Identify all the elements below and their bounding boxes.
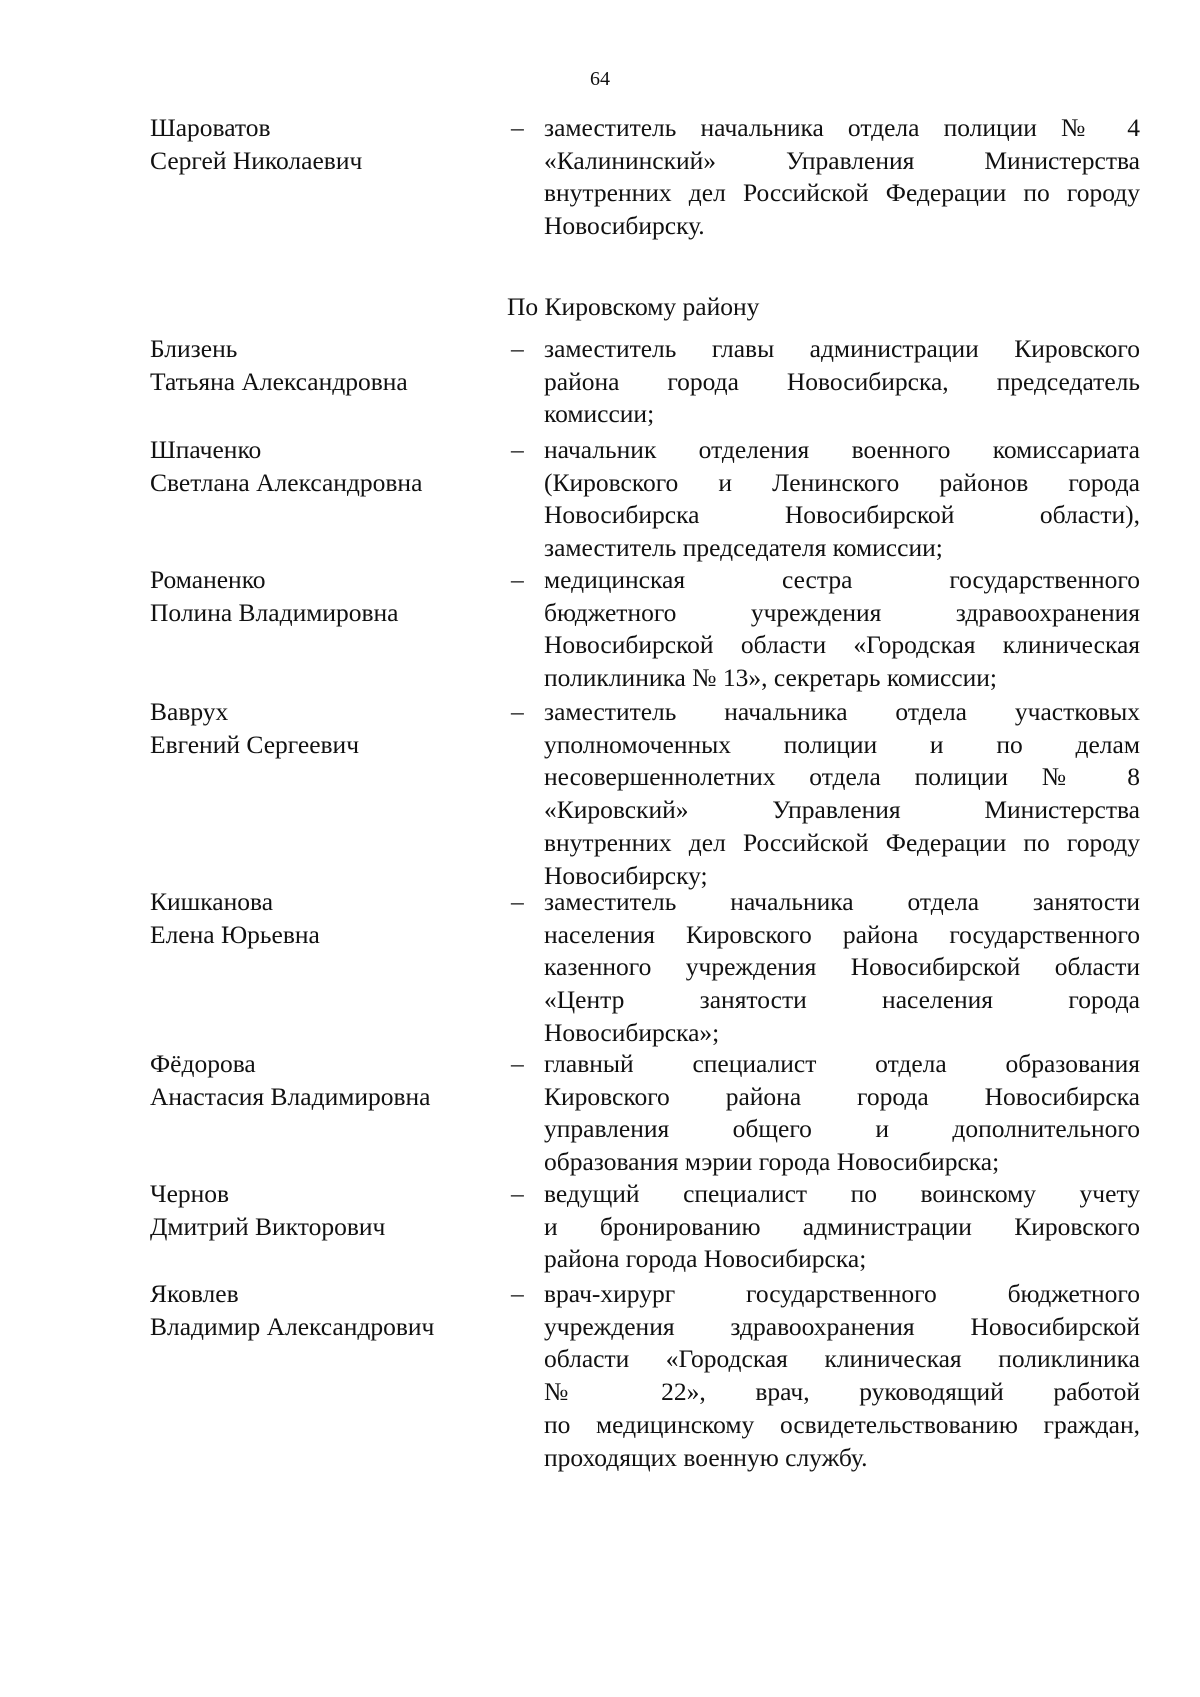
member-given-name: Елена Юрьевна	[150, 919, 320, 949]
member-surname: Шароватов	[150, 113, 271, 142]
role-line: «Центр занятости населения города	[544, 985, 1140, 1015]
member-surname: Романенко	[150, 565, 266, 594]
member-given-name: Татьяна Александровна	[150, 366, 408, 396]
member-name	[150, 434, 500, 499]
role-line: внутренних дел Российской Федерации по городу	[544, 178, 1140, 208]
member-given-name: Евгений Сергеевич	[150, 729, 360, 759]
role-line: внутренних дел Российской Федерации по городу	[544, 827, 1140, 857]
dash-separator: –	[511, 435, 524, 464]
member-name	[150, 333, 500, 398]
member-role	[544, 112, 1140, 243]
role-line: заместитель начальника отдела полиции № 4	[544, 113, 1140, 142]
role-line: «Калининский» Управления Министерства	[544, 145, 1140, 175]
role-line: Новосибирской области «Городская клиническая	[544, 630, 1140, 660]
role-line: проходящих военную службу.	[544, 1442, 868, 1472]
member-role	[544, 1178, 1140, 1276]
role-line: района города Новосибирска, председатель	[544, 366, 1140, 396]
member-name	[150, 1178, 500, 1243]
member-surname: Ваврух	[150, 697, 229, 726]
member-surname: Близень	[150, 334, 238, 363]
member-surname: Чернов	[150, 1179, 230, 1208]
role-line: бюджетного учреждения здравоохранения	[544, 597, 1140, 627]
role-line: комиссии;	[544, 399, 655, 429]
dash-separator: –	[511, 113, 524, 142]
member-role	[544, 886, 1140, 1050]
role-line: начальник отделения военного комиссариата	[544, 435, 1140, 464]
dash-separator: –	[511, 887, 524, 916]
dash-separator: –	[511, 697, 524, 726]
member-name	[150, 112, 500, 177]
member-given-name: Светлана Александровна	[150, 467, 423, 497]
member-given-name: Дмитрий Викторович	[150, 1211, 386, 1241]
role-line: района города Новосибирска;	[544, 1244, 867, 1274]
role-line: заместитель начальника отдела участковых	[544, 697, 1140, 726]
role-line: медицинская сестра государственного	[544, 565, 1140, 594]
dash-separator: –	[511, 334, 524, 363]
role-line: Кировского района города Новосибирска	[544, 1081, 1140, 1111]
member-given-name: Сергей Николаевич	[150, 145, 363, 175]
role-line: (Кировского и Ленинского районов города	[544, 467, 1140, 497]
role-line: казенного учреждения Новосибирской области	[544, 952, 1140, 982]
role-line: уполномоченных полиции и по делам	[544, 729, 1140, 759]
member-name	[150, 696, 500, 761]
member-given-name: Анастасия Владимировна	[150, 1081, 431, 1111]
role-line: образования мэрии города Новосибирска;	[544, 1147, 1000, 1177]
member-given-name: Полина Владимировна	[150, 597, 399, 627]
role-line: населения Кировского района государственного	[544, 919, 1140, 949]
role-line: «Кировский» Управления Министерства	[544, 795, 1140, 825]
dash-separator: –	[511, 565, 524, 594]
role-line: № 22», врач, руководящий работой	[544, 1377, 1140, 1407]
role-line: Новосибирска»;	[544, 1017, 720, 1047]
member-name	[150, 886, 500, 951]
member-surname: Фёдорова	[150, 1049, 256, 1078]
role-line: Новосибирску.	[544, 211, 705, 241]
member-name	[150, 564, 500, 629]
member-role	[544, 564, 1140, 695]
dash-separator: –	[511, 1279, 524, 1308]
role-line: заместитель начальника отдела занятости	[544, 887, 1140, 916]
dash-separator: –	[511, 1049, 524, 1078]
member-surname: Яковлев	[150, 1279, 239, 1308]
member-role	[544, 434, 1140, 565]
page-number: 64	[590, 68, 610, 90]
dash-separator: –	[511, 1179, 524, 1208]
member-surname: Шпаченко	[150, 435, 262, 464]
role-line: Новосибирска Новосибирской области),	[544, 500, 1140, 530]
role-line: и бронированию администрации Кировского	[544, 1211, 1140, 1241]
member-role	[544, 696, 1140, 892]
member-role	[544, 333, 1140, 431]
role-line: управления общего и дополнительного	[544, 1114, 1140, 1144]
member-role	[544, 1278, 1140, 1474]
role-line: ведущий специалист по воинскому учету	[544, 1179, 1140, 1208]
role-line: заместитель председателя комиссии;	[544, 533, 943, 563]
role-line: области «Городская клиническая поликлиника	[544, 1344, 1140, 1374]
member-surname: Кишканова	[150, 887, 274, 916]
member-role	[544, 1048, 1140, 1179]
member-name	[150, 1048, 500, 1113]
role-line: поликлиника № 13», секретарь комиссии;	[544, 663, 997, 693]
member-given-name: Владимир Александрович	[150, 1311, 435, 1341]
role-line: заместитель главы администрации Кировского	[544, 334, 1140, 363]
role-line: несовершеннолетних отдела полиции № 8	[544, 762, 1140, 792]
role-line: главный специалист отдела образования	[544, 1049, 1140, 1078]
role-line: по медицинскому освидетельствованию граждан,	[544, 1409, 1140, 1439]
role-line: учреждения здравоохранения Новосибирской	[544, 1311, 1140, 1341]
member-name	[150, 1278, 500, 1343]
section-heading: По Кировскому району	[507, 292, 760, 321]
role-line: врач-хирург государственного бюджетного	[544, 1279, 1140, 1308]
role-line: Новосибирску;	[544, 860, 708, 890]
